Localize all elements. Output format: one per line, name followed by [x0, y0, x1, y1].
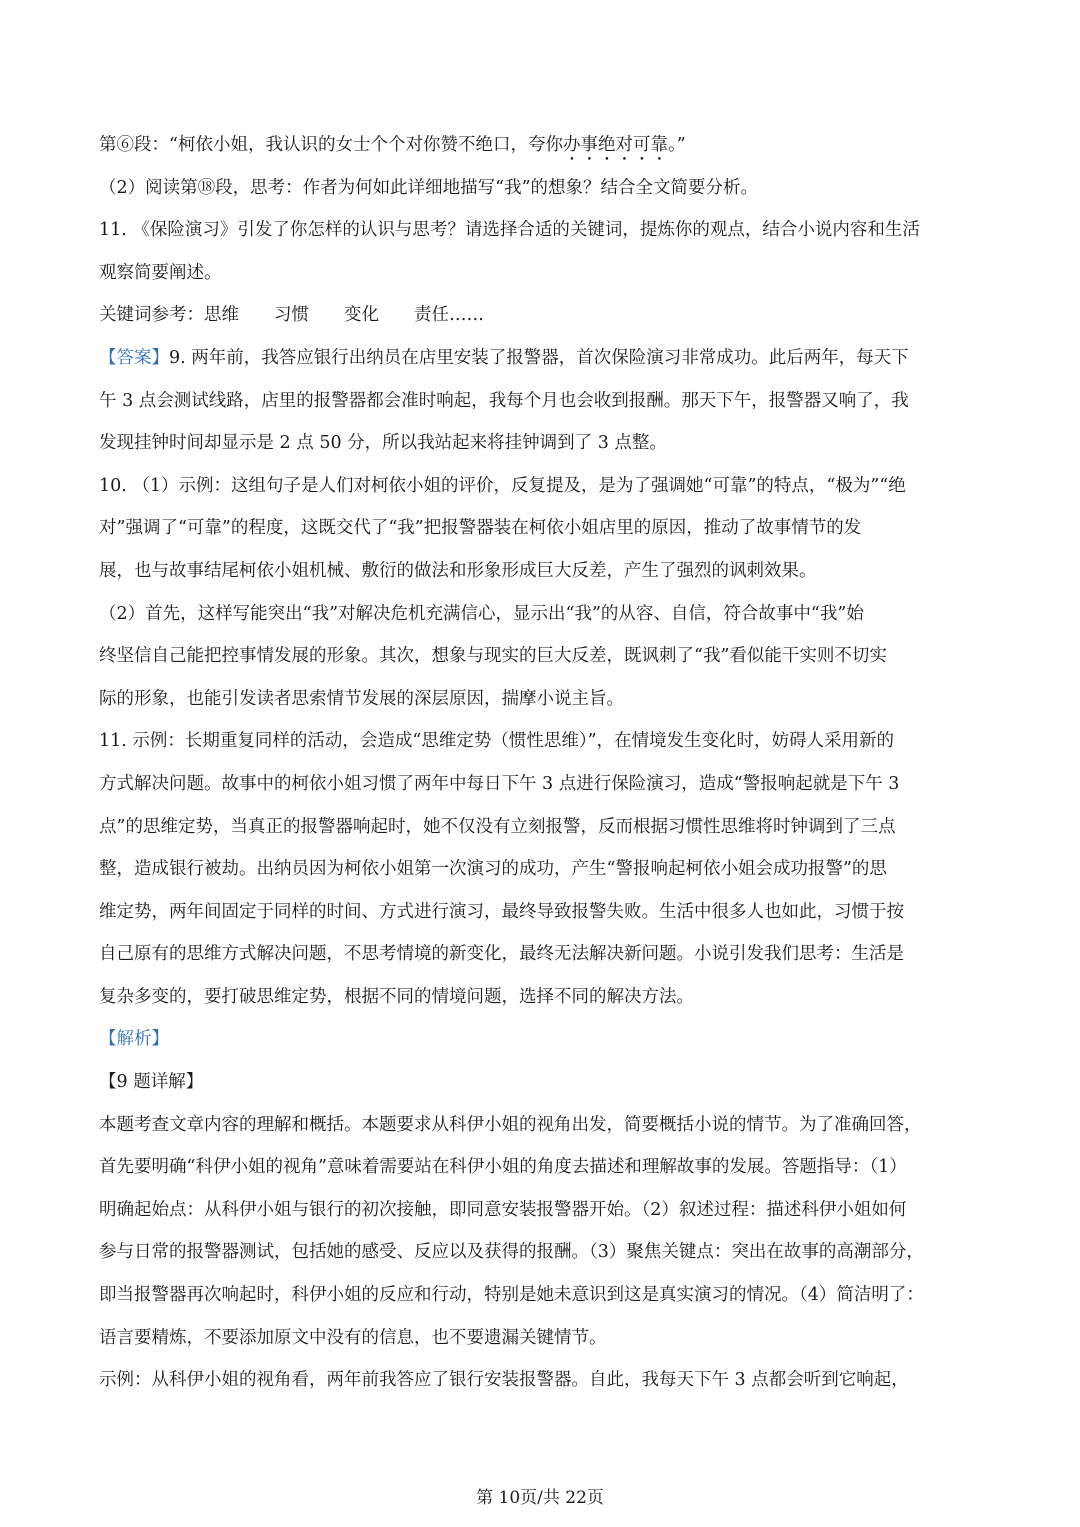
answer-11-line: 复杂多变的，要打破思维定势，根据不同的情境问题，选择不同的解决方法。 — [99, 986, 694, 1007]
analysis-line: 参与日常的报警器测试，包括她的感受、反应以及获得的报酬。（3）聚焦关键点：突出在故事的高潮部分， — [99, 1242, 924, 1263]
quote-text: 第⑥段：“柯依小姐，我认识的女士个个对你赞不绝口，夸你 — [99, 135, 563, 155]
analysis-line: 本题考查文章内容的理解和概括。本题要求从科伊小姐的视角出发，简要概括小说的情节。为了准确回答， — [99, 1114, 922, 1135]
q9-detail-header: 【9 题详解】 — [99, 1072, 204, 1093]
analysis-line: 明确起始点：从科伊小姐与银行的初次接触，即同意安装报警器开始。（2）叙述过程：描述科伊小姐如何 — [99, 1199, 907, 1220]
answer-9-line-1 — [99, 337, 983, 380]
answer-9-text: 9. 两年前，我答应银行出纳员在店里安装了报警器，首次保险演习非常成功。此后两年，每天下 — [169, 347, 909, 368]
answer-label: 【答案】 — [99, 347, 169, 368]
answer-11-line: 11. 示例：长期重复同样的活动，会造成“思维定势（惯性思维）”，在情境发生变化时，妨碍人采用新的 — [99, 731, 895, 752]
answer-9-line-3: 发现挂钟时间却显示是 2 点 50 分，所以我站起来将挂钟调到了 3 点整。 — [99, 433, 667, 454]
answer-10-1-line-2: 对”强调了“可靠”的程度，这既交代了“我”把报警器装在柯依小姐店里的原因，推动了故事情节的发 — [99, 518, 862, 539]
answer-10-2-line-2: 终坚信自己能把控事情发展的形象。其次，想象与现实的巨大反差，既讽刺了“我”看似能干实则不切实 — [99, 646, 887, 667]
answer-10-1-line-1: 10. （1）示例：这组句子是人们对柯依小姐的评价，反复提及，是为了强调她“可靠”的特点，“极为”“绝 — [99, 475, 906, 496]
answer-10-2-line-3: 际的形象，也能引发读者思索情节发展的深层原因，揣摩小说主旨。 — [99, 688, 624, 709]
page-number-footer: 第 10页/共 22页 — [476, 1488, 604, 1508]
answer-10-1-line-3: 展，也与故事结尾柯依小姐机械、敷衍的做法和形象形成巨大反差，产生了强烈的讽刺效果。 — [99, 560, 817, 581]
analysis-line: 语言要精炼，不要添加原文中没有的信息，也不要遗漏关键情节。 — [99, 1327, 607, 1348]
answer-11-line: 自己原有的思维方式解决问题，不思考情境的新变化，最终无法解决新问题。小说引发我们思考：生活是 — [99, 944, 904, 965]
analysis-label: 【解析】 — [99, 1029, 169, 1050]
document-body — [99, 124, 983, 1402]
emphasized-phrase: 办事绝对可靠 — [562, 135, 668, 155]
answer-11-line: 方式解决问题。故事中的柯依小姐习惯了两年中每日下午 3 点进行保险演习，造成“警报响起就是下午 3 — [99, 773, 900, 794]
q11-keywords: 关键词参考：思维 习惯 变化 责任…… — [99, 305, 484, 326]
quote-suffix: 。” — [667, 135, 686, 155]
q10-quote-line — [99, 124, 983, 167]
q10-part2: （2）阅读第⑱段，思考：作者为何如此详细地描写“我”的想象？结合全文简要分析。 — [99, 177, 759, 198]
answer-9-line-2: 午 3 点会测试线路，店里的报警器都会准时响起，我每个月也会收到报酬。那天下午，报警器又响了，我 — [99, 390, 909, 411]
answer-11-line: 整，造成银行被劫。出纳员因为柯依小姐第一次演习的成功，产生“警报响起柯依小姐会成功报警”的思 — [99, 859, 887, 880]
analysis-line: 首先要明确“科伊小姐的视角”意味着需要站在科伊小姐的角度去描述和理解故事的发展。答题指导：（1） — [99, 1157, 907, 1178]
answer-10-2-line-1: （2）首先，这样写能突出“我”对解决危机充满信心，显示出“我”的从容、自信，符合故事中“我”始 — [99, 603, 864, 624]
answer-11-line: 维定势，两年间固定于同样的时间、方式进行演习，最终导致报警失败。生活中很多人也如此，习惯于按 — [99, 901, 904, 922]
q11-line-1: 11. 《保险演习》引发了你怎样的认识与思考？请选择合适的关键词，提炼你的观点，结合小说内容和生活 — [99, 220, 920, 241]
analysis-line: 即当报警器再次响起时，科伊小姐的反应和行动，特别是她未意识到这是真实演习的情况。（4）简洁明了： — [99, 1285, 924, 1306]
analysis-line: 示例：从科伊小姐的视角看，两年前我答应了银行安装报警器。自此，我每天下午 3 点都会听到它响起， — [99, 1370, 909, 1391]
answer-11-line: 点”的思维定势，当真正的报警器响起时，她不仅没有立刻报警，反而根据习惯性思维将时钟调到了三点 — [99, 816, 896, 837]
q11-line-2: 观察简要阐述。 — [99, 262, 222, 283]
